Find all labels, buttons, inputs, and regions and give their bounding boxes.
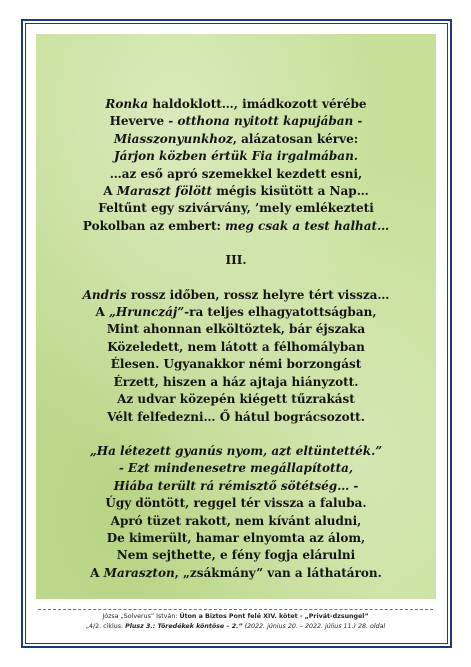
text-run: Pokolban az embert: xyxy=(82,218,226,233)
poem xyxy=(36,96,436,582)
text-run: haldoklott…, imádkozott vérébe xyxy=(148,97,367,111)
text-run: rossz időben, rossz helyre tért vissza… xyxy=(126,287,390,302)
text-run: Feltűnt egy szivárvány, ’mely emlékezteti xyxy=(98,201,374,216)
text-run: Érzett, hiszen a ház ajtaja hiányzott. xyxy=(113,374,359,389)
text-run: , alázatosan kérve: xyxy=(232,131,359,146)
poem-line xyxy=(36,547,436,564)
text-run: Andris xyxy=(82,287,127,302)
text-run: Vélt felfedezni… Ő hátul bográcsozott. xyxy=(107,409,365,424)
poem-line xyxy=(36,113,436,130)
poem-line xyxy=(36,478,436,495)
text-run: Járjon közben értük Fia irgalmában. xyxy=(114,149,358,164)
section-number: III. xyxy=(225,253,247,268)
poem-line xyxy=(36,287,436,304)
text-run: De kimerült, hamar elnyomta az álom, xyxy=(106,530,366,545)
text-run: A xyxy=(95,305,109,320)
poem-line xyxy=(36,96,436,113)
text-run: Élesen. Ugyanakkor némi borzongást xyxy=(110,357,362,372)
text-run: Az udvar közepén kiégett tűzrakást xyxy=(117,392,355,407)
poem-line xyxy=(36,131,436,148)
poem-line xyxy=(36,460,436,477)
stanza-1 xyxy=(36,96,436,235)
poem-line xyxy=(36,513,436,530)
text-run: otthona nyitott kapujában xyxy=(177,114,354,129)
poem-line xyxy=(36,218,436,235)
poem-line xyxy=(36,356,436,373)
footer xyxy=(30,612,441,632)
text-run: …az eső apró szemekkel kezdett esni, xyxy=(109,166,363,181)
text-run: Miasszonyunkhoz xyxy=(113,131,233,146)
poem-line xyxy=(36,530,436,547)
poem-line xyxy=(36,339,436,356)
footer-line-1 xyxy=(30,612,441,622)
text-run: „4/2. ciklus: xyxy=(85,623,126,630)
poem-line xyxy=(36,374,436,391)
text-run: -ra teljes elhagyatottságban, xyxy=(184,305,377,320)
text-run: Plusz 3.: Töredékek köntöse – 2.” xyxy=(125,623,243,630)
text-run: Hiába terült rá rémisztő sötétség… xyxy=(113,478,350,493)
text-run: - xyxy=(349,478,359,493)
text-run: - xyxy=(353,114,363,129)
poem-line xyxy=(36,148,436,165)
stanza-3 xyxy=(36,443,436,582)
text-run: Úton a Biztos Pont felé XIV. kötet - „Privát-dzsungel” xyxy=(179,613,369,620)
poem-line xyxy=(36,409,436,426)
text-run: , „zsákmány” van a láthatáron. xyxy=(174,565,382,580)
text-run: Úgy döntött, reggel tér vissza a faluba. xyxy=(105,496,367,511)
poem-line xyxy=(36,391,436,408)
poem-line xyxy=(36,200,436,217)
poem-line xyxy=(36,565,436,582)
footer-divider xyxy=(38,609,433,610)
text-run: Ronka xyxy=(105,97,149,111)
poem-line xyxy=(36,304,436,321)
text-run: Heverve - xyxy=(109,114,178,129)
text-run: mégis kisütött a Nap… xyxy=(212,184,369,199)
text-run: Mint ahonnan elköltöztek, bár éjszaka xyxy=(106,322,366,337)
footer-line-2 xyxy=(30,622,441,632)
text-run: „Ha létezett gyanús nyom, azt eltüntették.” xyxy=(89,443,383,458)
text-run: A xyxy=(103,184,117,199)
poem-line xyxy=(36,321,436,338)
poem-line xyxy=(36,166,436,183)
text-run: „Hrunczáj” xyxy=(108,305,185,320)
text-run: - Ezt mindenesetre megállapította, xyxy=(118,461,354,476)
poem-line xyxy=(36,495,436,512)
text-run: Közeledett, nem látott a félhomályban xyxy=(107,339,365,354)
text-run: Apró tüzet rakott, nem kívánt aludni, xyxy=(110,513,362,528)
poem-line xyxy=(36,183,436,200)
poem-line xyxy=(36,443,436,460)
text-run: (2022. június 20. – 2022. július 11.) 28. oldal xyxy=(242,623,386,630)
text-run: Maraszt fölött xyxy=(116,184,213,199)
text-run: A xyxy=(90,565,104,580)
text-run: Nem sejthette, e fény fogja elárulni xyxy=(116,548,356,563)
text-run: Józsa „Solverus” István: xyxy=(102,613,180,620)
text-run: meg csak a test halhat… xyxy=(225,218,390,233)
stanza-2 xyxy=(36,287,436,426)
text-run: Maraszton xyxy=(103,565,175,580)
